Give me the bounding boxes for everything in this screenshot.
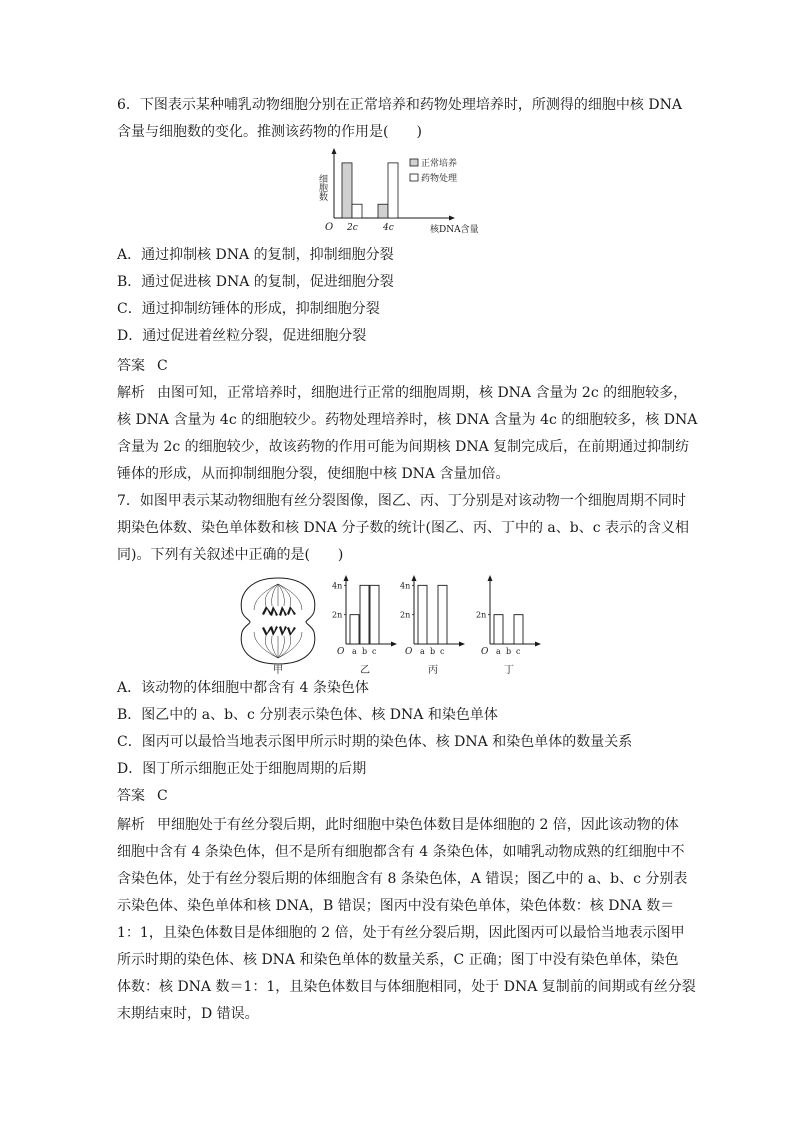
q6-legend-swatch-drug <box>410 174 418 181</box>
q7-explanation-line-8: 末期结束时，D 错误。 <box>117 1006 259 1022</box>
q6-bar-2c-0 <box>342 163 352 218</box>
q7-explanation-line-4: 示染色体、染色单体和核 DNA，B 错误；图丙中没有染色单体，染色体数：核 DNA 数＝ <box>117 898 675 914</box>
chart-ding-y-axis-arrow <box>488 575 493 581</box>
chart-yi-xtick-a: a <box>352 647 357 656</box>
q7-explanation-line-1 <box>117 815 697 835</box>
q7-option-d: D．图丁所示细胞正处于细胞周期的后期 <box>117 761 367 777</box>
chart-bing-title: 丙 <box>428 665 438 674</box>
q6-xtick-4c: 4c <box>383 223 394 233</box>
q6-answer-value: C <box>157 358 168 374</box>
chart-ding <box>476 575 541 674</box>
q6-explanation-line-4: 锤体的形成，从而抑制细胞分裂，使细胞中核 DNA 含量加倍。 <box>117 466 510 482</box>
chart-ding-x-axis-arrow <box>535 642 541 647</box>
chart-bing-xtick-b: b <box>430 647 436 656</box>
q6-explanation-line-3: 含量为 2c 的细胞较少，故该药物的作用可能为间期核 DNA 复制完成后，在前期通过抑制纺 <box>117 439 690 455</box>
chart-ding-xtick-a: a <box>496 647 501 656</box>
chart-bing <box>400 575 465 674</box>
q6-legend-swatch-normal <box>410 159 418 166</box>
q6-option-a: A．通过抑制核 DNA 的复制，抑制细胞分裂 <box>117 247 394 263</box>
q6-ylabel: 细胞数 <box>317 174 327 201</box>
chart-bing-xtick-c: c <box>440 647 445 656</box>
chart-yi-ytick-2n: 2n <box>332 610 343 620</box>
chart-ding-bar-a <box>494 615 503 644</box>
chart-yi-origin-label: O <box>337 647 345 657</box>
q7-explanation-label: 解析 <box>117 817 145 833</box>
q6-explanation-text-1: 由图可知，正常培养时，细胞进行正常的细胞周期，核 DNA 含量为 2c 的细胞较多， <box>157 385 688 401</box>
q6-explanation-line-2: 核 DNA 含量为 4c 的细胞较少。药物处理培养时，核 DNA 含量为 4c 的细胞较多，核 DNA <box>117 412 698 428</box>
q6-stem-line-1: 6．下图表示某种哺乳动物细胞分别在正常培养和药物处理培养时，所测得的细胞中核 DNA <box>117 97 682 113</box>
q6-bars <box>342 163 398 218</box>
q7-figure <box>240 572 560 674</box>
chart-yi-title: 乙 <box>360 665 370 674</box>
q7-stem-line-3: 同)。下列有关叙述中正确的是( ) <box>117 547 344 563</box>
q6-answer-label: 答案 <box>117 358 145 374</box>
chart-ding-origin-label: O <box>481 647 489 657</box>
q7-answer <box>117 786 697 806</box>
q7-option-c: C．图丙可以最恰当地表示图甲所示时期的染色体、核 DNA 和染色单体的数量关系 <box>117 734 633 750</box>
q7-stem-line-1: 7．如图甲表示某动物细胞有丝分裂图像，图乙、丙、丁分别是对该动物一个细胞周期不同时 <box>117 493 686 509</box>
chart-yi-ytick-4n: 4n <box>332 581 343 591</box>
chart-yi-bar-a <box>350 615 359 644</box>
chart-ding-ytick-2n: 2n <box>476 610 487 620</box>
q6-bar-2c-1 <box>352 204 362 218</box>
q6-option-d: D．通过促进着丝粒分裂，促进细胞分裂 <box>117 328 367 344</box>
chart-bing-bar-c <box>438 585 447 644</box>
q6-bar-4c-0 <box>378 204 388 218</box>
cell-label: 甲 <box>273 665 283 674</box>
q6-answer <box>117 356 697 376</box>
chart-yi-bar-b <box>360 585 369 644</box>
chart-bing-y-axis-arrow <box>412 575 417 581</box>
chart-ding-xtick-c: c <box>516 647 521 656</box>
q7-cell-diagram <box>241 578 315 674</box>
q6-explanation-label: 解析 <box>117 385 145 401</box>
chart-bing-xtick-a: a <box>420 647 425 656</box>
chart-bing-bar-a <box>418 585 427 644</box>
q6-chart <box>312 146 492 238</box>
q6-legend-label-normal: 正常培养 <box>421 159 458 169</box>
q7-explanation-line-3: 含染色体，处于有丝分裂后期的体细胞含有 8 条染色体，A 错误；图乙中的 a、b、c 分别表 <box>117 871 688 887</box>
q7-stem-line-2: 期染色体数、染色单体数和核 DNA 分子数的统计(图乙、丙、丁中的 a、b、c 表示的含义相 <box>117 520 689 536</box>
chart-yi-xtick-b: b <box>362 647 368 656</box>
q7-option-a: A．该动物的体细胞中都含有 4 条染色体 <box>117 680 369 696</box>
q6-legend <box>410 157 457 184</box>
chart-bing-x-axis-arrow <box>459 642 465 647</box>
q7-option-b: B．图乙中的 a、b、c 分别表示染色体、核 DNA 和染色单体 <box>117 707 498 723</box>
q6-option-c: C．通过抑制纺锤体的形成，抑制细胞分裂 <box>117 301 380 317</box>
chart-yi-xtick-c: c <box>372 647 377 656</box>
q6-xtick-2c: 2c <box>347 223 358 233</box>
q6-xlabel: 核DNA含量 <box>430 225 479 235</box>
chart-ding-title: 丁 <box>504 665 514 674</box>
q6-stem-line-2: 含量与细胞数的变化。推测该药物的作用是( ) <box>117 124 422 140</box>
q6-origin-label: O <box>325 222 334 233</box>
q6-option-b: B．通过促进核 DNA 的复制，促进细胞分裂 <box>117 274 394 290</box>
q6-explanation-line-1 <box>117 383 697 403</box>
q7-answer-value: C <box>157 788 168 804</box>
chart-yi-y-axis-arrow <box>344 575 349 581</box>
chart-bing-origin-label: O <box>405 647 413 657</box>
chart-bing-ytick-2n: 2n <box>400 610 411 620</box>
q7-explanation-line-2: 细胞中含有 4 条染色体，但不是所有细胞都含有 4 条染色体，如哺乳动物成熟的红细胞中不 <box>117 844 685 860</box>
q6-x-axis-arrow <box>449 216 455 221</box>
chart-yi-bar-c <box>370 585 379 644</box>
q6-y-axis-arrow <box>332 148 337 154</box>
q6-xticks <box>346 223 394 233</box>
q6-bar-4c-1 <box>388 163 398 218</box>
chart-yi <box>332 575 397 674</box>
chart-ding-bar-c <box>514 615 523 644</box>
q7-explanation-text-1: 甲细胞处于有丝分裂后期，此时细胞中染色体数目是体细胞的 2 倍，因此该动物的体 <box>157 817 679 833</box>
q7-explanation-line-6: 所示时期的染色体、核 DNA 和染色单体的数量关系，C 正确；图丁中没有染色单体，染色 <box>117 952 679 968</box>
chart-yi-x-axis-arrow <box>391 642 397 647</box>
q7-answer-label: 答案 <box>117 788 145 804</box>
chart-ding-xtick-b: b <box>506 647 512 656</box>
q6-legend-label-drug: 药物处理 <box>421 174 458 184</box>
q7-explanation-line-7: 体数：核 DNA 数＝1：1，且染色体数目与体细胞相同，处于 DNA 复制前的间期或有丝分裂 <box>117 979 696 995</box>
chart-bing-ytick-4n: 4n <box>400 581 411 591</box>
q7-explanation-line-5: 1：1，且染色体数目是体细胞的 2 倍，处于有丝分裂后期，因此图丙可以最恰当地表示图甲 <box>117 925 685 941</box>
